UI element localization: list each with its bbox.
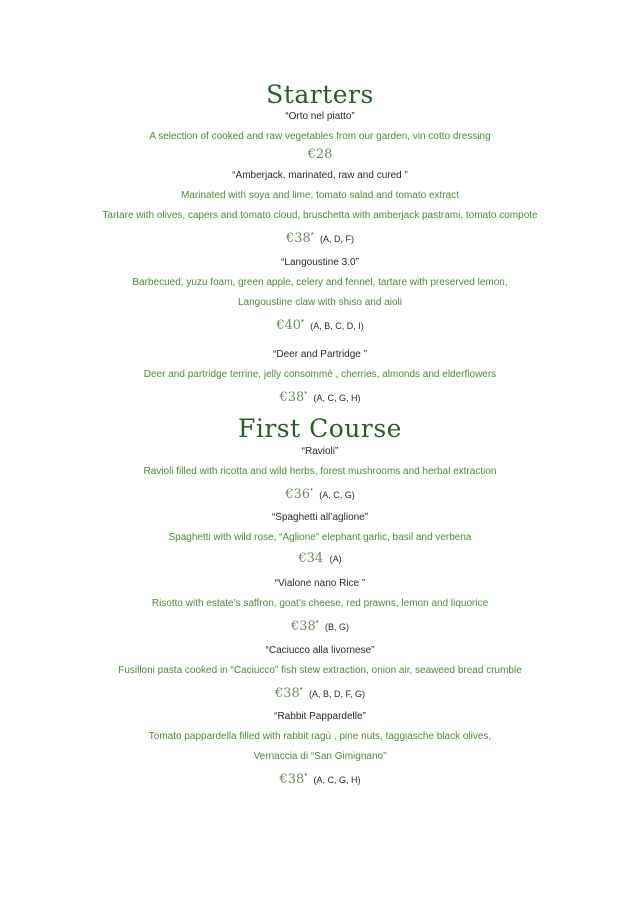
dish-description: Marinated with soya and lime, tomato salad and tomato extract (181, 190, 459, 201)
dish-description: Risotto with estate’s saffron, goat’s cheese, red prawns, lemon and liquorice (151, 598, 489, 609)
star-mark: * (304, 773, 308, 780)
allergen-codes: (A, B, C, D, I) (310, 321, 364, 331)
allergen-codes: (A, C, G, H) (313, 775, 361, 785)
dish-description: Spaghetti with wild rose, “Aglione” elephant garlic, basil and verbena (168, 532, 472, 543)
dish-name: “Deer and Partridge ” (273, 349, 367, 360)
price-line (0, 768, 640, 789)
dish-price: €38 (274, 686, 300, 701)
dish-name: “Langoustine 3.0” (281, 257, 359, 268)
price-line (0, 386, 640, 407)
dish-description: Vernaccia di “San Gimignano” (253, 751, 387, 762)
dish-price: €38 (285, 231, 311, 246)
allergen-codes: (A, B, D, F, G) (309, 689, 366, 699)
dish-description: Ravioli filled with ricotta and wild herbs, forest mushrooms and herbal extraction (143, 466, 497, 477)
allergen-codes: (A, C, G, H) (313, 393, 361, 403)
dish-description: Tomato pappardella filled with rabbit ragù , pine nuts, taggiasche black olives, (148, 731, 492, 742)
dish-price: €36 (285, 487, 311, 502)
allergen-codes: (A) (329, 554, 342, 564)
section-title-starters: Starters (266, 80, 374, 109)
dish-description: Barbecued, yuzu foam, green apple, celery and fennel, tartare with preserved lemon, (132, 277, 508, 288)
price-line (0, 615, 640, 636)
star-mark: * (315, 620, 319, 627)
dish-price: €38 (279, 390, 305, 405)
allergen-codes: (A, C, G) (319, 490, 355, 500)
dish-price: €34 (298, 551, 324, 566)
price-line (0, 483, 640, 504)
star-mark: * (301, 319, 304, 326)
allergen-codes: (B, G) (325, 622, 349, 632)
price-line (0, 145, 640, 164)
dish-description: Langoustine claw with shiso and aioli (238, 297, 402, 308)
star-mark: * (310, 232, 314, 239)
star-mark: * (299, 687, 303, 694)
dish-name: “Amberjack, marinated, raw and cured ” (232, 170, 408, 181)
dish-name: “Ravioli” (301, 446, 339, 457)
price-line (0, 549, 640, 568)
dish-description: Tartare with olives, capers and tomato cloud, bruschetta with amberjack pastrami, tomato compote (102, 210, 538, 221)
dish-name: “Caciucco alla livornese” (265, 645, 375, 656)
price-line (0, 227, 640, 248)
dish-name: “Spaghetti all’aglione” (271, 512, 369, 523)
star-mark: * (304, 391, 308, 398)
star-mark: * (310, 488, 313, 495)
price-line (0, 314, 640, 335)
dish-price: €28 (307, 147, 333, 162)
dish-description: Deer and partridge terrine, jelly consommé , cherries, almonds and elderflowers (143, 369, 497, 380)
allergen-codes: (A, D, F) (320, 234, 354, 244)
dish-price: €38 (290, 619, 316, 634)
section-title-first-course: First Course (238, 414, 402, 443)
dish-name: “Vialone nano Rice ” (274, 578, 366, 589)
dish-description: Fusilloni pasta cooked in “Caciucco” fish stew extraction, onion air, seaweed bread crumble (118, 665, 522, 676)
dish-name: “Rabbit Pappardelle” (274, 711, 366, 722)
dish-description: A selection of cooked and raw vegetables from our garden, vin cotto dressing (149, 131, 491, 142)
dish-price: €38 (279, 772, 305, 787)
dish-price: €40 (276, 318, 302, 333)
dish-name: “Orto nel piatto” (285, 111, 355, 122)
price-line (0, 682, 640, 703)
